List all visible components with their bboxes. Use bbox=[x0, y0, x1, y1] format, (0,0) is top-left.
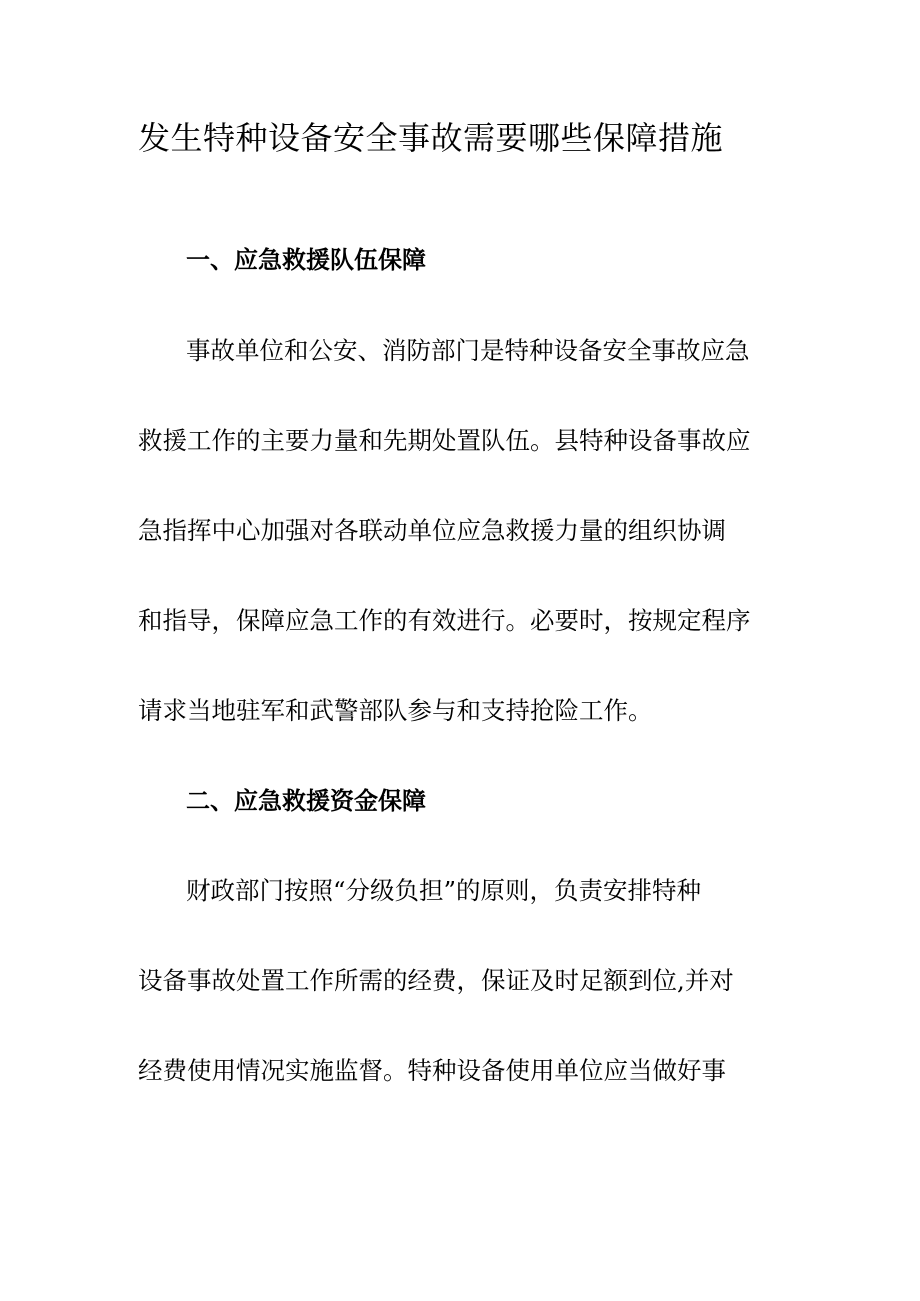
paragraph-line: 财政部门按照“分级负担”的原则，负责安排特种 bbox=[186, 876, 702, 905]
document-title: 发生特种设备安全事故需要哪些保障措施 bbox=[138, 119, 724, 157]
section-heading-team: 一、应急救援队伍保障 bbox=[186, 246, 426, 274]
paragraph-line: 事故单位和公安、消防部门是特种设备安全事故应急 bbox=[186, 336, 750, 365]
paragraph-line: 请求当地驻军和武警部队参与和支持抢险工作。 bbox=[138, 696, 653, 725]
section-heading-funding: 二、应急救援资金保障 bbox=[186, 787, 426, 815]
paragraph-line: 经费使用情况实施监督。特种设备使用单位应当做好事 bbox=[138, 1056, 726, 1085]
paragraph-line: 救援工作的主要力量和先期处置队伍。县特种设备事故应 bbox=[138, 426, 751, 455]
paragraph-line: 和指导，保障应急工作的有效进行。必要时，按规定程序 bbox=[138, 606, 751, 635]
paragraph-line: 设备事故处置工作所需的经费，保证及时足额到位,并对 bbox=[138, 966, 734, 995]
paragraph-line: 急指挥中心加强对各联动单位应急救援力量的组织协调 bbox=[138, 516, 726, 545]
